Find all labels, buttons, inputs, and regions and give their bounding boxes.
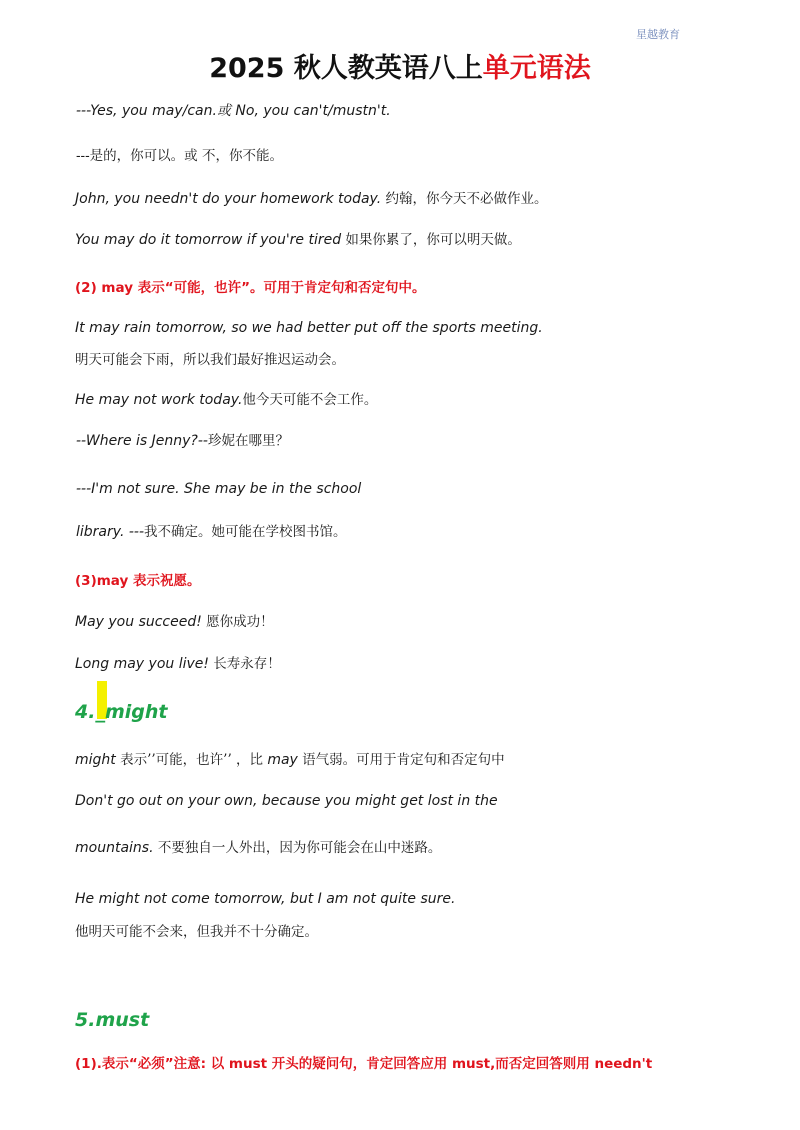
example-zh: 我不确定。她可能在学校图书馆。 — [144, 524, 347, 540]
definition-line — [75, 748, 505, 768]
title-main: 2025 秋人教英语八上 — [209, 53, 483, 84]
example-en: library. --- — [76, 524, 145, 540]
example-line — [75, 187, 547, 207]
page-title — [0, 46, 800, 85]
example-line — [76, 429, 289, 449]
example-zh: 如果你累了，你可以明天做。 — [341, 232, 521, 248]
section-heading-must-1: (1).表示“必须”注意: 以 must 开头的疑问句，肯定回答应用 must,而否定回答则用 needn't — [75, 1056, 653, 1072]
section-heading-2: (2) may 表示“可能，也许”。可用于肯定句和否定句中。 — [75, 280, 426, 296]
dialogue-answer-en: ---Yes, you may/can.或 No, you can't/mustn't. — [76, 103, 391, 119]
definition-zh: 语气弱。可用于肯定句和否定句中 — [297, 752, 505, 768]
example-en: --Where is Jenny?-- — [76, 433, 208, 449]
example-en: Long may you live! — [75, 656, 209, 672]
section-heading-3: (3)may 表示祝愿。 — [75, 573, 201, 589]
example-en: ---I'm not sure. She may be in the school — [76, 481, 362, 497]
example-line — [75, 836, 441, 856]
example-en: He might not come tomorrow, but I am not quite sure. — [75, 891, 456, 907]
heading-must: 5.must — [75, 1009, 150, 1031]
example-en: It may rain tomorrow, so we had better put off the sports meeting. — [75, 320, 543, 336]
example-line — [75, 228, 521, 248]
term-may: may — [267, 752, 298, 768]
example-en: May you succeed! — [75, 614, 202, 630]
example-zh: 约翰，你今天不必做作业。 — [381, 191, 548, 207]
watermark: 星越教育 — [636, 28, 680, 41]
dialogue-answer-zh: ---是的，你可以。或 不，你不能。 — [76, 148, 283, 164]
example-en: mountains. — [75, 840, 154, 856]
example-en: You may do it tomorrow if you're tired — [75, 232, 342, 248]
example-en: Don't go out on your own, because you might get lost in the — [75, 793, 498, 809]
example-zh: 他今天可能不会工作。 — [242, 392, 378, 408]
example-zh: 愿你成功！ — [201, 614, 274, 630]
term-might: might — [75, 752, 116, 768]
example-en: He may not work today. — [75, 392, 243, 408]
example-line — [75, 388, 377, 408]
example-line — [76, 520, 347, 540]
example-en: John, you needn't do your homework today. — [75, 191, 382, 207]
heading-might: 4._might — [75, 701, 168, 723]
definition-zh: 表示’’可能，也许’’ ，比 — [115, 752, 268, 768]
title-highlight: 单元语法 — [482, 53, 591, 84]
example-zh: 不要独自一人外出，因为你可能会在山中迷路。 — [153, 840, 442, 856]
example-line — [75, 610, 274, 630]
example-line — [75, 652, 281, 672]
example-zh: 长寿永存！ — [209, 656, 281, 672]
example-zh: 他明天可能不会来，但我并不十分确定。 — [75, 924, 318, 940]
example-zh: 珍妮在哪里？ — [207, 433, 289, 449]
example-zh: 明天可能会下雨，所以我们最好推迟运动会。 — [75, 352, 345, 368]
